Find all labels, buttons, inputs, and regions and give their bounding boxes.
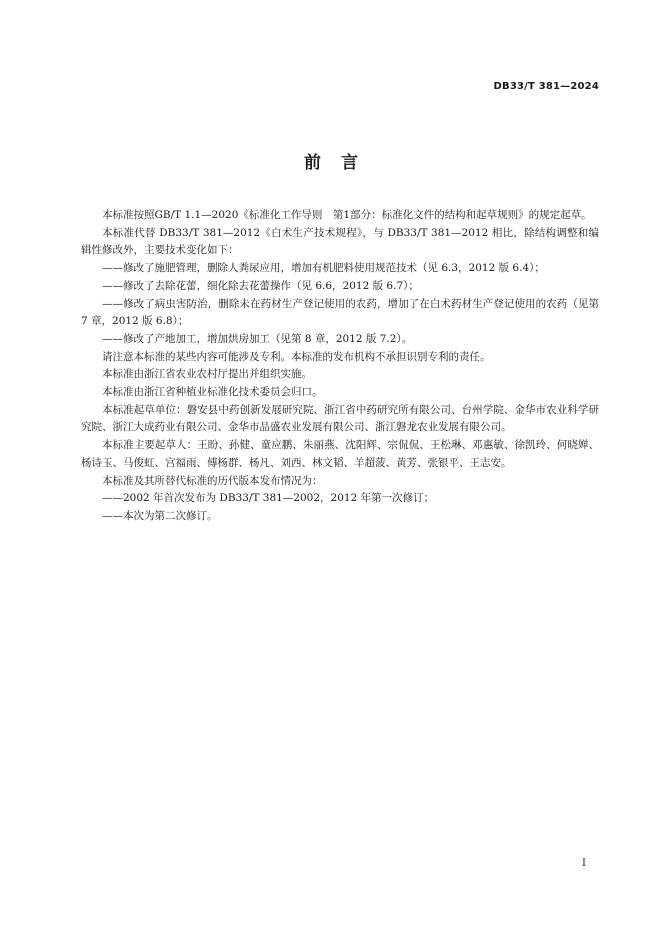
paragraph-version-history: 本标准及其所替代标准的历代版本发布情况为： — [102, 474, 323, 487]
paragraph-drafting-units: 本标准起草单位：磐安县中药创新发展研究院、浙江省中药研究所有限公司、台州学院、金华市农业科学研究院、浙江大成药业有限公司、金华市品盛农业发展有限公司、浙江磐龙农业发展有限公司。 — [81, 403, 599, 434]
change-item-pest-control: ——修改了病虫害防治，删除未在药材生产登记使用的农药，增加了在白术药材生产登记使用的农药（见第 7 章，2012 版 6.8）； — [81, 297, 599, 328]
paragraph-patent-notice: 请注意本标准的某些内容可能涉及专利。本标准的发布机构不承担识别专利的责任。 — [102, 350, 491, 363]
paragraph-replacement: 本标准代替 DB33/T 381—2012《白术生产技术规程》，与 DB33/T 381—2012 相比，除结构调整和编辑性修改外，主要技术变化如下： — [81, 226, 599, 257]
page-number: I — [582, 858, 586, 869]
page-title: 前言 — [304, 153, 378, 173]
paragraph-technical-committee: 本标准由浙江省种植业标准化技术委员会归口。 — [102, 386, 323, 399]
change-item-fertilization: ——修改了施肥管理，删除人粪尿应用，增加有机肥料使用规范技术（见 6.3，2012 版 6.4）； — [102, 262, 545, 275]
history-item-first-release: ——2002 年首次发布为 DB33/T 381—2002，2012 年第一次修订； — [102, 492, 435, 505]
history-item-second-revision: ——本次为第二次修订。 — [102, 509, 218, 522]
change-item-flower-bud-removal: ——修改了去除花蕾，细化除去花蕾操作（见 6.6，2012 版 6.7）； — [102, 279, 419, 292]
foreword-body — [81, 207, 599, 526]
paragraph-drafters: 本标准主要起草人：王盼、孙健、童应鹏、朱丽燕、沈阳辉、宗侃侃、王松琳、邓惠敏、徐凯玲、何晓婵、杨诗玉、马俊虹、宫福雨、傅杨群、杨凡、刘西、林文韬、羊超菠、黄芳、张银平、王志安。 — [81, 439, 599, 469]
change-item-processing: ——修改了产地加工，增加烘房加工（见第 8 章，2012 版 7.2）。 — [102, 332, 413, 345]
paragraph-drafting-rules: 本标准按照GB/T 1.1—2020《标准化工作导则 第1部分：标准化文件的结构和起草规则》的规定起草。 — [102, 209, 592, 221]
paragraph-proposer: 本标准由浙江省农业农村厅提出并组织实施。 — [102, 368, 312, 381]
document-code: DB33/T 381—2024 — [493, 81, 599, 92]
